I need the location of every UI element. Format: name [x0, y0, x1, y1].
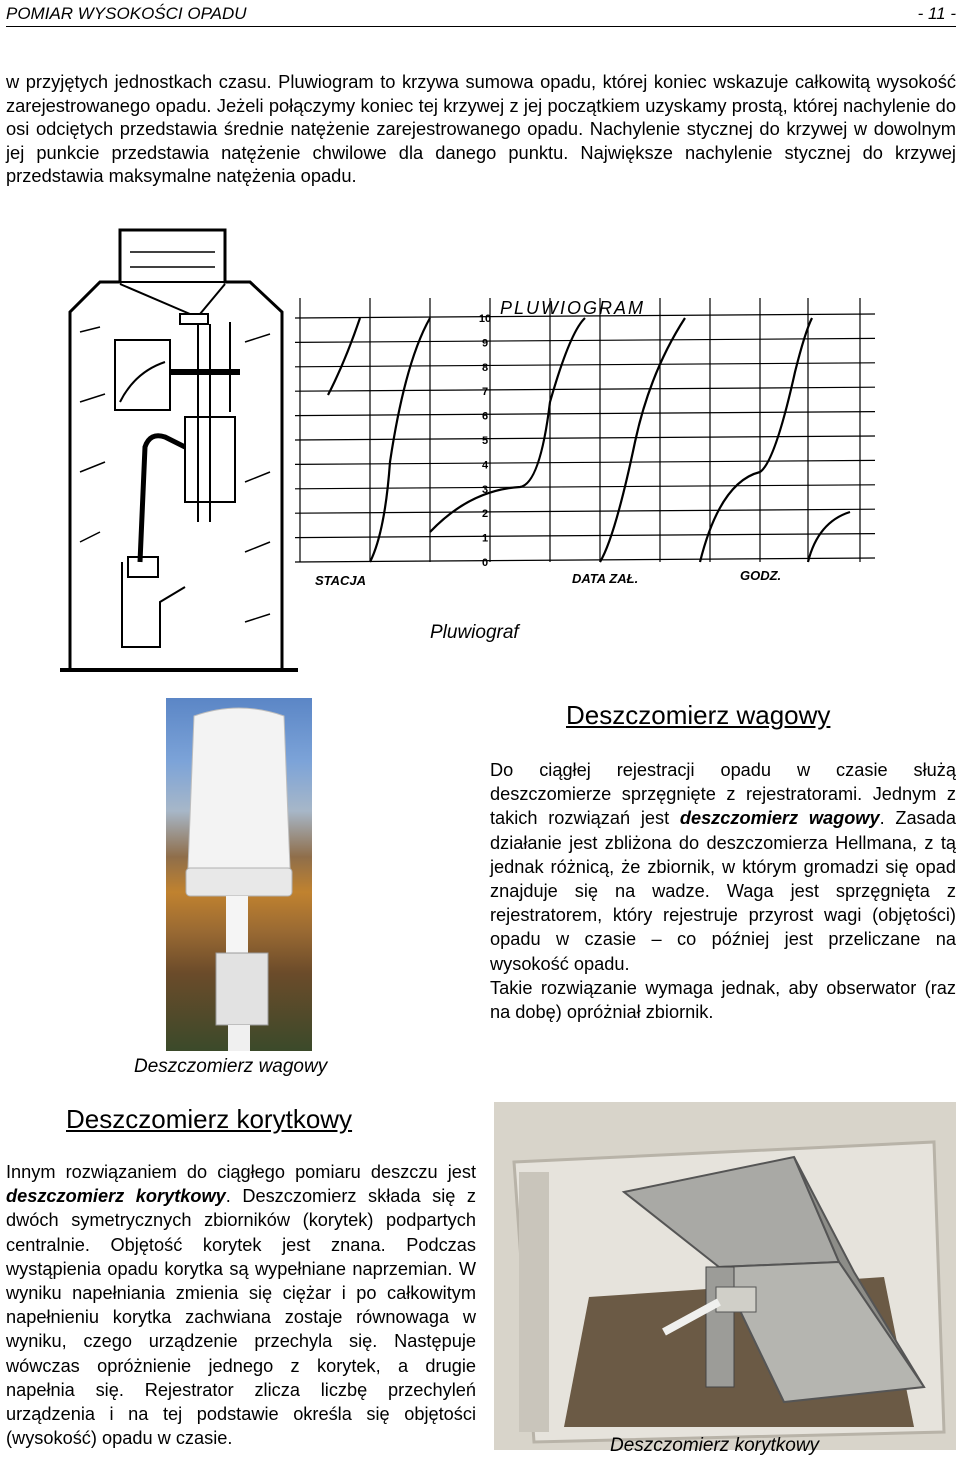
- page-number: - 11 -: [917, 4, 956, 23]
- scale-label: 10: [478, 313, 492, 325]
- pluwiogram-curve-6: [808, 512, 850, 562]
- wagowy-heading: Deszczomierz wagowy: [566, 700, 831, 730]
- pluwiogram-chart: [295, 298, 875, 588]
- scale-label: 9: [481, 337, 489, 350]
- pluwiogram-station-label: STACJA: [315, 573, 367, 588]
- korytkowy-paragraph: [6, 1160, 476, 1450]
- wagowy-photo-caption: Deszczomierz wagowy: [134, 1056, 328, 1077]
- pluwiograf-illustration: [60, 222, 960, 682]
- korytkowy-photo-caption: Deszczomierz korytkowy: [610, 1435, 820, 1456]
- pluwiogram-curves: [328, 318, 850, 562]
- korytkowy-term: deszczomierz korytkowy: [6, 1186, 226, 1207]
- pluwiogram-title: PLUWIOGRAM: [500, 298, 646, 318]
- scale-label: 8: [481, 361, 489, 374]
- korytkowy-device-drawing: [494, 1102, 956, 1450]
- pluwiograf-caption: Pluwiograf: [430, 622, 519, 643]
- wagowy-text-2: Takie rozwiązanie wymaga jednak, aby obserwator (raz na dobę) opróżniał zbiornik.: [490, 977, 956, 1023]
- grid-hline: [295, 460, 875, 464]
- grid-hline: [295, 338, 875, 342]
- pluwiogram-hour-label: GODZ.: [740, 568, 782, 583]
- scale-label: 5: [481, 435, 489, 447]
- scale-label: 0: [481, 557, 489, 569]
- pluwiogram-curve-1: [328, 318, 360, 395]
- scale-label: 6: [481, 410, 489, 423]
- pluwiograf-housing-drawing: [60, 230, 298, 670]
- grid-hline: [295, 387, 875, 391]
- grid-hline: [295, 363, 875, 367]
- pluwiogram-curve-3: [430, 318, 585, 532]
- grid-hline: [295, 485, 875, 489]
- pluwiogram-date-label: DATA ZAŁ.: [572, 571, 639, 586]
- pluwiogram-curve-5: [700, 318, 812, 562]
- scale-label: 1: [481, 532, 489, 545]
- wagowy-term: deszczomierz wagowy: [679, 808, 880, 829]
- grid-hline: [295, 436, 875, 440]
- wagowy-text-c: . Zasada działanie jest zbliżona do deszczomierza Hellmana, z tą jednak różnicą, że zbiornik, w którym gromadzi się opad znajduje się na wadze. Waga jest sprzęgnięta z rejestratorem, który rejestruje przyrost wagi (objętości) opadu w czasie – co później jest przeliczane na wysokość opadu.: [490, 808, 956, 974]
- scale-label: 3: [481, 483, 489, 496]
- korytkowy-heading: Deszczomierz korytkowy: [66, 1104, 353, 1134]
- wagowy-text-a: Do ciągłej rejestracji opadu w czasie służą deszczomierze sprzęgnięte z rejestratorami. Jednym z takich rozwiązań jest: [490, 760, 956, 829]
- pluwiogram-curve-4: [600, 318, 685, 562]
- page-header: [6, 2, 956, 27]
- wagowy-paragraph: [490, 758, 956, 1024]
- grid-hline: [295, 558, 875, 562]
- header-title: POMIAR WYSOKOŚCI OPADU: [6, 4, 247, 23]
- grid-hline: [295, 509, 875, 513]
- intro-paragraph: w przyjętych jednostkach czasu. Pluwiogram to krzywa sumowa opadu, której koniec wskazuje całkowitą wysokość zarejestrowanego opadu. Jeżeli połączymy koniec tej krzywej z jej początkiem uzyskamy prostą, której nachylenie do osi odciętych przedstawia średnie natężenie zarejestrowanego opadu. Nachylenie stycznej do krzywej w dowolnym jej punkcie przedstawia natężenie chwilowe dla danego punktu. Największe nachylenie stycznej do krzywej przedstawia maksymalne natężenia opadu.: [6, 71, 956, 186]
- korytkowy-photo: [494, 1102, 956, 1450]
- wagowy-gauge-drawing: [166, 698, 312, 1051]
- scale-label: 4: [481, 459, 489, 472]
- grid-hline: [295, 412, 875, 416]
- scale-label: 2: [481, 508, 489, 521]
- korytkowy-text-a: Innym rozwiązaniem do ciągłego pomiaru deszczu jest: [6, 1162, 476, 1182]
- wagowy-photo: [166, 698, 312, 1051]
- korytkowy-text-c: . Deszczomierz składa się z dwóch symetrycznych zbiorników (korytek) podpartych centralnie. Objętość korytek jest znana. Podczas wystąpienia opadu korytka są wypełniane naprzemian. W wyniku napełniania zmienia się ciężar i po całkowitym napełnieniu korytka zachwiana zostaje równowaga w wyniku, czego urządzenie przechyla się. Następuje wówczas opróżnienie jednego z korytek, a drugie napełnia się. Rejestrator zlicza liczbę przechyleń urządzenia i na tej podstawie określa się objętości (wysokość) opadu w czasie.: [6, 1186, 476, 1449]
- grid-hline: [295, 534, 875, 538]
- scale-label: 7: [481, 386, 489, 399]
